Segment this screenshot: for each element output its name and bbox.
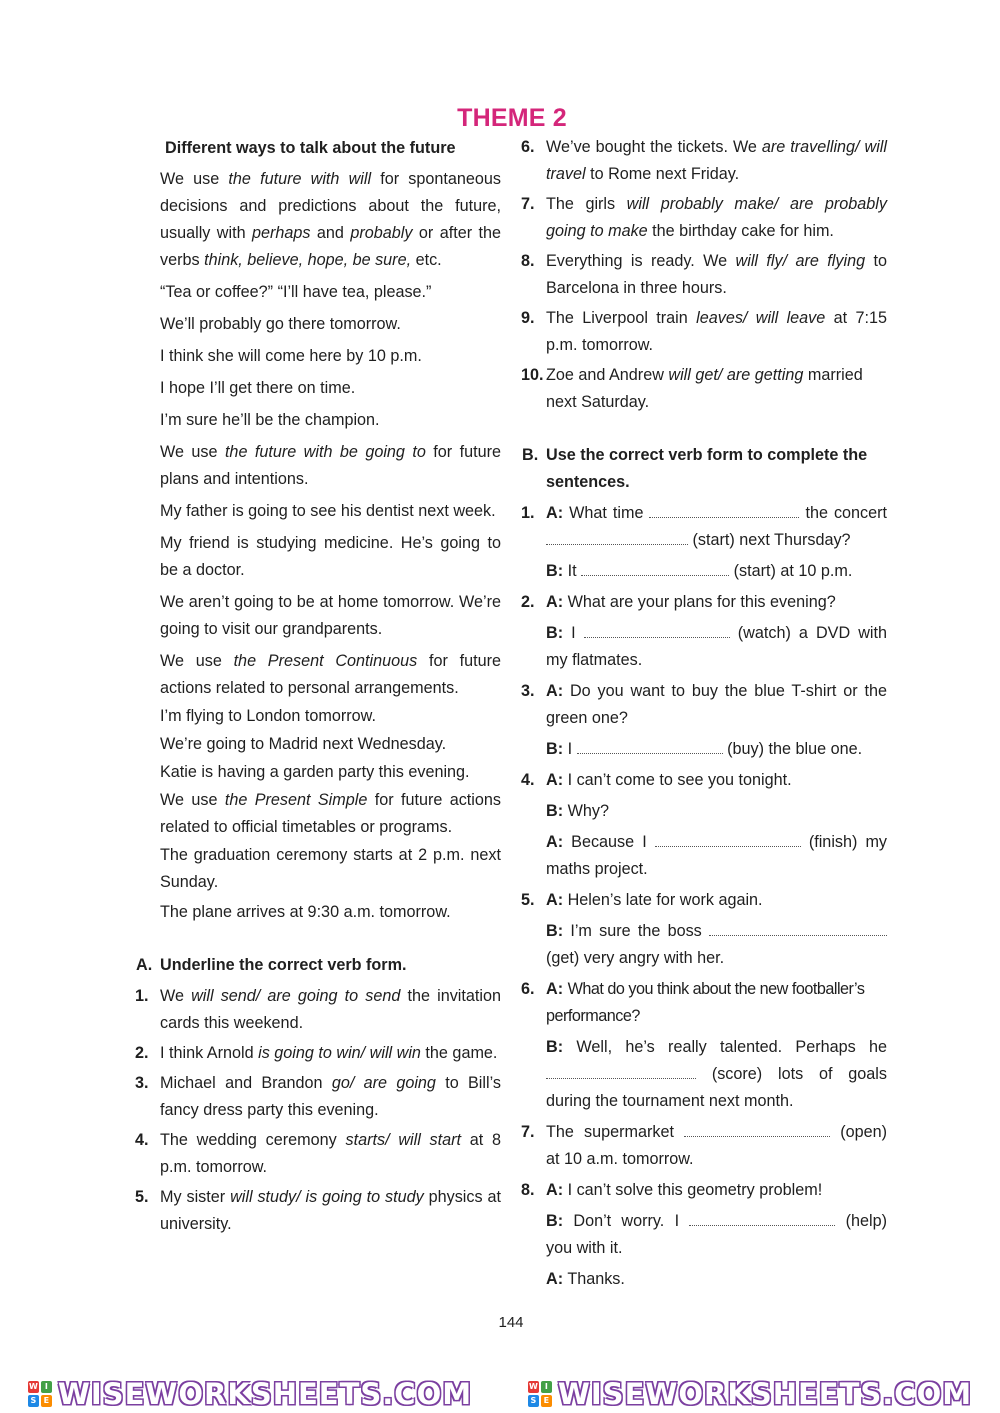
exercise-b-item: 5. A: Helen’s late for work again. B: I’m sure the boss (get) very angry with her. <box>546 887 887 972</box>
answer-blank[interactable] <box>581 563 729 576</box>
exercise-a-item: 2. I think Arnold is going to win/ will win the game. <box>135 1044 498 1062</box>
exercise-b-heading: B. Use the correct verb form to complete the sentences. <box>522 446 868 491</box>
example: I’m sure he’ll be the champion. <box>160 411 380 429</box>
grammar-heading: Different ways to talk about the future <box>165 139 456 157</box>
answer-blank[interactable] <box>649 505 799 518</box>
verb-choice[interactable]: will get/ are getting <box>668 366 804 384</box>
answer-blank[interactable] <box>584 625 730 638</box>
verb-choice[interactable]: will probably make/ are probably going to make <box>546 195 887 240</box>
exercise-b-item: 1. A: What time the concert (start) next Thursday? B: It (start) at 10 p.m. <box>521 504 888 580</box>
exercise-b-item: 8. A: I can’t solve this geometry problem! B: Don’t worry. I (help) you with it. A: Thanks. <box>521 1181 888 1288</box>
example: I hope I’ll get there on time. <box>160 379 356 397</box>
verb-choice[interactable]: starts/ will start <box>345 1131 462 1149</box>
watermark-footer <box>0 1374 1000 1413</box>
exercise-a-item: 6. We’ve bought the tickets. We are travelling/ will travel to Rome next Friday. <box>521 138 887 183</box>
exercise-a-item: 4. The wedding ceremony starts/ will start at 8 p.m. tomorrow. <box>135 1131 501 1176</box>
answer-blank[interactable] <box>709 923 887 936</box>
verb-choice[interactable]: will fly/ are flying <box>735 252 866 270</box>
example: We’ll probably go there tomorrow. <box>160 315 401 333</box>
rule-present-simple: We use the Present Simple for future actions related to official timetables or programs. <box>160 791 501 836</box>
example: We’re going to Madrid next Wednesday. <box>160 735 447 753</box>
watermark: W I S E WISEWORKSHEETS.COM <box>28 1376 473 1411</box>
verb-choice[interactable]: are travelling/ will travel <box>546 138 887 183</box>
rule-going-to: We use the future with be going to for future plans and intentions. <box>160 443 501 488</box>
right-column <box>521 134 887 1297</box>
exercise-b-item: 3. A: Do you want to buy the blue T-shirt or the green one? B: I (buy) the blue one. <box>521 682 887 758</box>
answer-blank[interactable] <box>655 834 801 847</box>
wiseworksheets-logo-icon: W I S E <box>28 1381 52 1407</box>
exercise-a-item: 8. Everything is ready. We will fly/ are flying to Barcelona in three hours. <box>521 252 888 297</box>
verb-choice[interactable]: will send/ are going to send <box>191 987 401 1005</box>
exercise-b-item: 4. A: I can’t come to see you tonight. B: Why? A: Because I (finish) my maths project. <box>521 771 888 878</box>
verb-choice[interactable]: go/ are going <box>331 1074 436 1092</box>
answer-blank[interactable] <box>546 532 688 545</box>
answer-blank[interactable] <box>546 1066 696 1079</box>
exercise-a-item: 10. Zoe and Andrew will get/ are getting married next Saturday. <box>521 366 863 411</box>
example: The plane arrives at 9:30 a.m. tomorrow. <box>160 903 451 921</box>
rule-present-continuous: We use the Present Continuous for future actions related to personal arrangements. <box>160 652 501 697</box>
example: “Tea or coffee?” “I’ll have tea, please.” <box>160 283 432 301</box>
verb-choice[interactable]: is going to win/ will win <box>258 1044 421 1062</box>
answer-blank[interactable] <box>577 741 723 754</box>
watermark: W I S E WISEWORKSHEETS.COM <box>528 1376 973 1411</box>
example: I’m flying to London tomorrow. <box>160 707 376 725</box>
example: My father is going to see his dentist next week. <box>160 502 496 520</box>
example: My friend is studying medicine. He’s going to be a doctor. <box>160 534 501 579</box>
exercise-a-item: 3. Michael and Brandon go/ are going to Bill’s fancy dress party this evening. <box>135 1074 501 1119</box>
exercise-a-item: 5. My sister will study/ is going to study physics at university. <box>135 1188 501 1233</box>
page-number: 144 <box>498 1314 524 1331</box>
exercise-b-item: 2. A: What are your plans for this evening? B: I (watch) a DVD with my flatmates. <box>521 593 887 669</box>
verb-choice[interactable]: will study/ is going to study <box>230 1188 424 1206</box>
example: The graduation ceremony starts at 2 p.m. next Sunday. <box>160 846 501 891</box>
example: We aren’t going to be at home tomorrow. We’re going to visit our grandparents. <box>160 593 501 638</box>
example: I think she will come here by 10 p.m. <box>160 347 422 365</box>
page-title: THEME 2 <box>457 104 567 132</box>
exercise-b-item: 6. A: What do you think about the new footballer’s performance? B: Well, he’s really talented. Perhaps he (score) lots of goals during the tournament next month. <box>521 980 887 1110</box>
wiseworksheets-logo-icon: W I S E <box>528 1381 552 1407</box>
left-column <box>135 134 502 1241</box>
verb-choice[interactable]: leaves/ will leave <box>696 309 826 327</box>
answer-blank[interactable] <box>684 1124 830 1137</box>
answer-blank[interactable] <box>689 1213 835 1226</box>
exercise-b-item: 7. The supermarket (open) at 10 a.m. tomorrow. <box>521 1123 888 1168</box>
exercise-a-heading: A. Underline the correct verb form. <box>136 956 407 974</box>
example: Katie is having a garden party this evening. <box>160 763 470 781</box>
exercise-a-item: 1. We will send/ are going to send the invitation cards this weekend. <box>135 987 501 1032</box>
rule-will: We use the future with will for spontaneous decisions and predictions about the future, usually with perhaps and probably or after the verbs think, believe, hope, be sure, etc. <box>160 170 502 269</box>
exercise-a-item: 9. The Liverpool train leaves/ will leave at 7:15 p.m. tomorrow. <box>521 309 887 354</box>
exercise-a-item: 7. The girls will probably make/ are probably going to make the birthday cake for him. <box>521 195 887 240</box>
